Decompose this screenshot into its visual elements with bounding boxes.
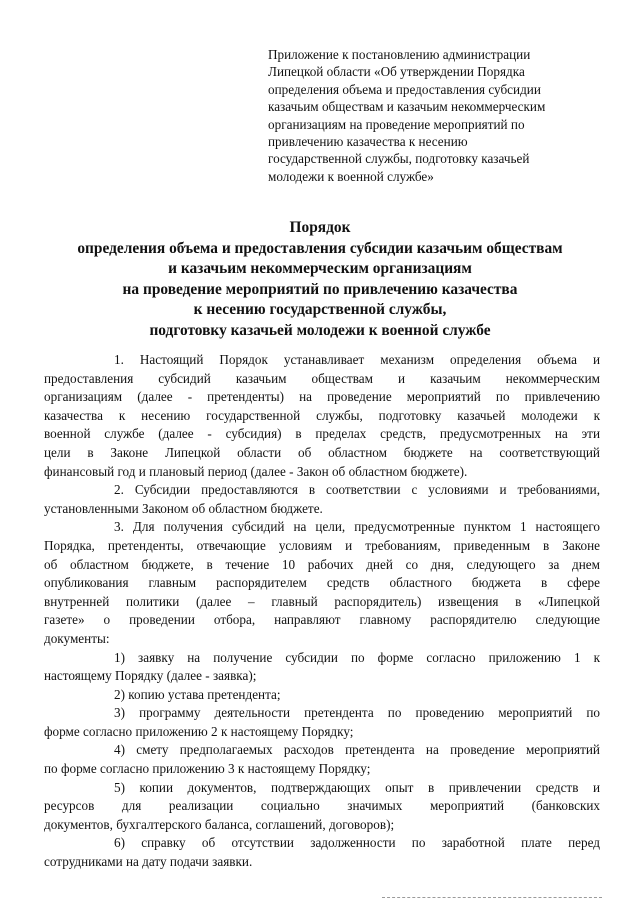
paragraph-line: финансовый год и плановый период (далее - Закон об областном бюджете). xyxy=(44,463,468,479)
title-line: и казачьим некоммерческим организациям xyxy=(168,260,472,277)
title-line: Порядок xyxy=(289,219,351,236)
paragraph xyxy=(44,518,600,648)
paragraph-line: настоящему Порядку (далее - заявка); xyxy=(44,668,257,684)
paragraph-line: организациям (далее - претенденты) на проведение мероприятий по привлечению xyxy=(44,389,600,405)
appendix-line: привлечению казачества к несению xyxy=(268,134,468,150)
paragraph xyxy=(84,686,600,705)
appendix-line: определения объема и предоставления субсидии xyxy=(268,81,541,97)
paragraph-line: Порядка, претенденты, отвечающие условиям и требованиям, приведенным в Законе xyxy=(44,537,600,553)
paragraph xyxy=(44,351,600,481)
document-body xyxy=(44,351,600,872)
paragraph-line: предоставления субсидий казачьим обществам и казачьим некоммерческим xyxy=(44,370,600,386)
page-edge-mark xyxy=(382,897,602,900)
paragraph xyxy=(44,834,600,871)
paragraph xyxy=(44,741,600,778)
title-line: к несению государственной службы, xyxy=(193,301,447,318)
appendix-line: молодежи к военной службе» xyxy=(268,168,434,184)
paragraph-line: опубликования главным распорядителем средств областного бюджета в сфере xyxy=(44,575,600,591)
appendix-line: казачьим обществам и казачьим некоммерческим xyxy=(268,99,546,115)
paragraph-line: газете» о проведении отбора, направляют главному распорядителю следующие xyxy=(44,612,600,628)
paragraph-line: ресурсов для реализации социально значимых мероприятий (банковских xyxy=(44,798,600,814)
paragraph-line: военной службе (далее - субсидия) в пределах средств, предусмотренных на эти xyxy=(44,426,600,442)
paragraph-line: 5) копии документов, подтверждающих опыт в привлечении средств и xyxy=(114,779,600,795)
paragraph-line: по форме согласно приложению 3 к настоящему Порядку; xyxy=(44,761,371,777)
appendix-line: государственной службы, подготовку казачьей xyxy=(268,151,530,167)
appendix-line: Липецкой области «Об утверждении Порядка xyxy=(268,64,525,80)
paragraph-line: установленными Законом об областном бюджете. xyxy=(44,500,323,516)
appendix-line: Приложение к постановлению администрации xyxy=(268,47,531,62)
paragraph-line: 4) смету предполагаемых расходов претендента на проведение мероприятий xyxy=(114,742,600,758)
paragraph-line: 1. Настоящий Порядок устанавливает механизм определения объема и xyxy=(114,352,600,367)
paragraph-line: сотрудниками на дату подачи заявки. xyxy=(44,854,253,870)
paragraph xyxy=(44,704,600,741)
paragraph-line: форме согласно приложению 2 к настоящему Порядку; xyxy=(44,723,354,739)
document-title xyxy=(40,218,600,341)
title-line: определения объема и предоставления субсидии казачьим обществам xyxy=(77,239,563,257)
paragraph-line: цели в Законе Липецкой области об областном бюджете на соответствующий xyxy=(44,444,600,460)
paragraph-line: 6) справку об отсутствии задолженности по заработной плате перед xyxy=(114,835,600,851)
title-line: подготовку казачьей молодежи к военной службе xyxy=(149,321,491,339)
paragraph-line: документов, бухгалтерского баланса, соглашений, договоров); xyxy=(44,816,395,832)
paragraph xyxy=(44,481,600,518)
paragraph-line: 3. Для получения субсидий на цели, предусмотренные пунктом 1 настоящего xyxy=(114,519,600,535)
paragraph-line: 1) заявку на получение субсидии по форме согласно приложению 1 к xyxy=(114,649,600,665)
appendix-note xyxy=(268,46,598,185)
paragraph-line: казачества к несению государственной службы, подготовку казачьей молодежи к xyxy=(44,407,600,423)
paragraph-line: документы: xyxy=(44,630,110,646)
paragraph-line: 2) копию устава претендента; xyxy=(114,686,281,702)
paragraph xyxy=(44,649,600,686)
paragraph-line: об областном бюджете, в течение 10 рабочих дней со дня, следующего за днем xyxy=(44,556,600,572)
paragraph xyxy=(44,779,600,835)
paragraph-line: 2. Субсидии предоставляются в соответствии с условиями и требованиями, xyxy=(114,482,600,498)
title-line: на проведение мероприятий по привлечению казачества xyxy=(122,280,518,298)
appendix-line: организациям на проведение мероприятий по xyxy=(268,116,525,132)
paragraph-line: 3) программу деятельности претендента по проведению мероприятий по xyxy=(114,705,600,721)
paragraph-line: внутренней политики (далее – главный распорядитель) извещения в «Липецкой xyxy=(44,593,600,609)
